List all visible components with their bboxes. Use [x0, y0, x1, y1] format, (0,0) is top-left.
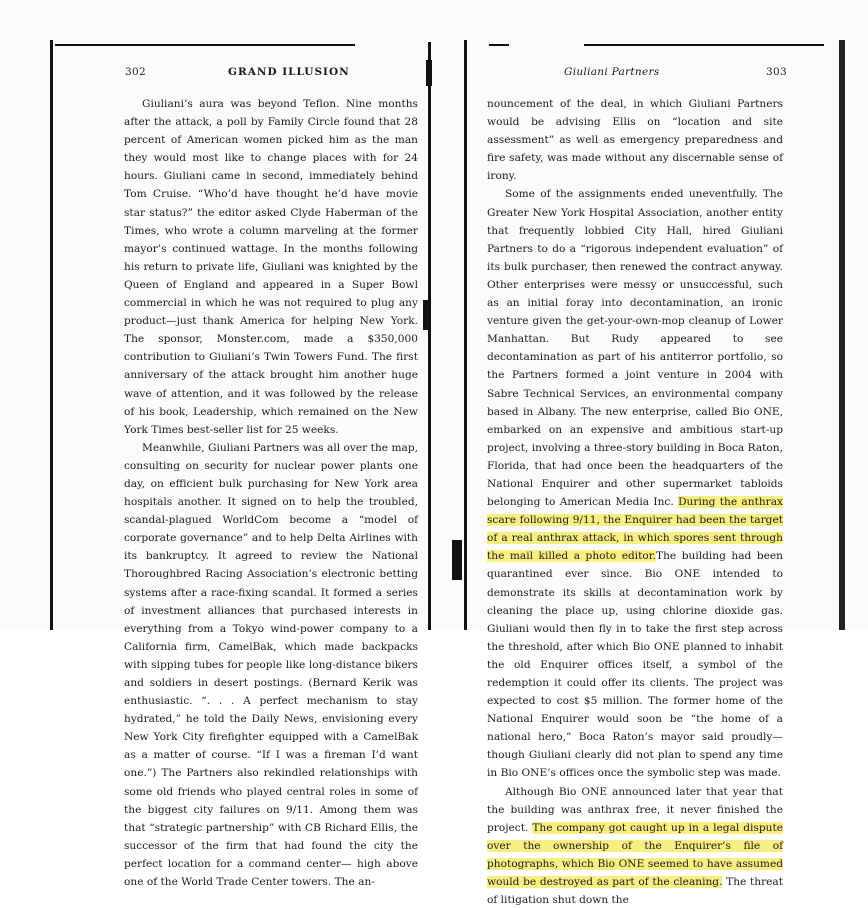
scan-mark: [426, 60, 432, 86]
scan-edge-left: [50, 40, 53, 630]
paragraph: Meanwhile, Giuliani Partners was all over the map, consulting on security for nuclear power plants one day, on efficient bulk purchasing for New York area hospitals another. It signed on to help the troubled, scandal-plagued WorldCom become a “model of corporate governance” and to help Delta Airlines with its bankruptcy. It agreed to review the National Thoroughbred Racing Association’s electronic betting systems after a race-fixing scandal. It formed a series of investment alliances that purchased interests in everything from a Tokyo wind-power company to a California firm, CamelBak, which made backpacks with sipping tubes for people like long-distance bikers and soldiers in desert postings. (Bernard Kerik was enthusiastic. “. . . A perfect mechanism to stay hydrated,” he told the Daily News, envisioning every New York City firefighter equipped with a CamelBak as a matter of course. “If I was a fireman I’d want one.”) The Partners also rekindled relationships with some old friends who played central roles in some of the biggest city failures on 9/11. Among them was that “strategic partnership” with CB Richard Ellis, the successor of the firm that had found the city the perfect location for a command center— high above one of the World Trade Center towers. The an-: [124, 441, 418, 889]
highlighted-text: During the anthrax scare following 9/11, the Enquirer had been the target of a real anthrax attack, in which spores sent through the mail killed a photo editor.: [487, 496, 783, 563]
scan-edge-right: [428, 42, 431, 630]
scan-mark: [423, 300, 431, 330]
left-page: [0, 0, 434, 889]
paragraph: nouncement of the deal, in which Giuliani Partners would be advising Ellis on “location and site assessment” as well as emergency preparedness and fire safety, was made without any discernable sense of irony.: [487, 98, 783, 183]
body-text: [487, 95, 783, 909]
scan-edge-top: [489, 44, 509, 46]
scan-edge-left: [464, 40, 467, 630]
highlighted-text: The company got caught up in a legal dispute over the ownership of the Enquirer’s file of photographs, which Bio ONE seemed to have assumed would be destroyed as part of the cleaning.: [487, 821, 783, 889]
page-number: 302: [125, 66, 146, 78]
body-text: [124, 95, 418, 891]
scan-mark: [452, 540, 462, 580]
scan-edge-top: [55, 44, 355, 46]
paragraph: Although Bio ONE announced later that year that the building was anthrax free, it never finished the project. The company got caught up in a legal dispute over the ownership of the Enquirer’s file of photographs, which Bio ONE seemed to have assumed would be destroyed as part of the cleaning. The threat of litigation shut down the: [487, 785, 783, 907]
paragraph: Giuliani’s aura was beyond Teflon. Nine months after the attack, a poll by Family Circle found that 28 percent of American women picked him as the man they would most like to change places with for 24 hours. Giuliani came in second, immediately behind Tom Cruise. “Who’d have thought he’d have movie star status?” the editor asked Clyde Haberman of the Times, who wrote a column marveling at the former mayor’s continued wattage. In the months following his return to private life, Giuliani was knighted by the Queen of England and appeared in a Super Bowl commercial in which he was not required to plug any product—just thank America for helping New York. The sponsor, Monster.com, made a $350,000 contribution to Giuliani’s Twin Towers Fund. The first anniversary of the attack brought him another huge wave of attention, and it was followed by the release of his book, Leadership, which remained on the New York Times best-seller list for 25 weeks.: [124, 98, 418, 436]
scan-edge-right: [839, 40, 845, 630]
scan-edge-top: [584, 44, 824, 46]
page-number: 303: [766, 66, 787, 78]
right-page: [434, 0, 868, 907]
paragraph: Some of the assignments ended uneventfully. The Greater New York Hospital Association, another entity that frequently lobbied City Hall, hired Giuliani Partners to do a “rigorous independent evaluation” of its bulk purchaser, then renewed the contract anyway. Other enterprises were messy or unsuccessful, such as an initial foray into decontamination, an ironic venture given the get-your-own-mop cleanup of Lower Manhattan. But Rudy appeared to see decontamination as part of his antiterror portfolio, so the Partners formed a joint venture in 2004 with Sabre Technical Services, an environmental company based in Albany. The new enterprise, called Bio ONE, embarked on an expensive and ambitious start-up project, involving a three-story building in Boca Raton, Florida, that had once been the headquarters of the National Enquirer and other supermarket tabloids belonging to American Media Inc. During the anthrax scare following 9/11, the Enquirer had been the target of a real anthrax attack, in which spores sent through the mail killed a photo editor.The building had been quarantined ever since. Bio ONE intended to demonstrate its skills at decontamination work by cleaning the place up, using chlorine dioxide gas. Giuliani would then fly in to take the first step across the threshold, after which Bio ONE planned to inhabit the old Enquirer offices itself, a symbol of the redemption it could offer its clients. The project was expected to cost $5 million. The former home of the National Enquirer would soon be “the home of a national hero,” Boca Raton’s mayor said proudly—though Giuliani clearly did not plan to spend any time in Bio ONE’s offices once the symbolic step was made.: [487, 188, 784, 780]
running-head: GRAND ILLUSION: [228, 66, 350, 78]
running-head: Giuliani Partners: [564, 66, 660, 78]
